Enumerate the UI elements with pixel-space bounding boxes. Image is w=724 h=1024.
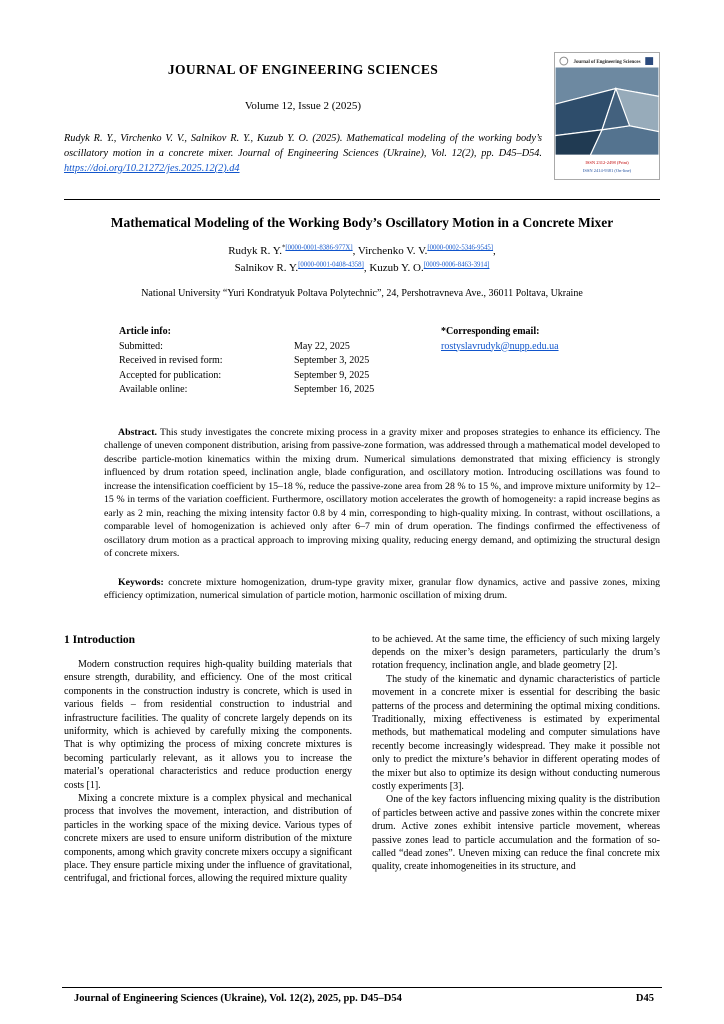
corresponding-star: * — [282, 244, 286, 252]
keywords-text: concrete mixture homogenization, drum-type gravity mixer, granular flow dynamics, active and passive zones, mixing efficiency optimization, numerical simulation of particle motion, harmonic oscillation of mixing drum. — [104, 576, 660, 602]
abstract-text: This study investigates the concrete mixing process in a gravity mixer and proposes strategies to enhance its efficiency. The challenge of uneven component distribution, arising from passive-zone formation, was addressed through a mathematical model developed to describe particle-motion kinematics within the mixing drum. Numerical simulations demonstrated that mixing efficiency is strongly influenced by drum rotation speed, inclination angle, blade configuration, and oscillatory motion. Introducing oscillations was found to increase the intensification coefficient by 15–18 %, reduce the passive-zone area from 28 % to 15 %, and improve mixture uniformity by 12–15 % in terms of the variation coefficient. Furthermore, oscillatory motion accelerates the growth of homogeneity: a rapid increase begins as early as 2 min, reaching the mixing intensity factor 0.8 by 4 min, corresponding to high-quality mixing. In contrast, without oscillations, a comparable level of homogenization is achieved only after 6–7 min of drum operation. The findings confirmed the effectiveness of oscillatory drum motion as a practical approach to improving mixing quality, reducing energy demand, and optimizing the structural design of concrete mixers. — [104, 426, 660, 560]
info-row: Accepted for publication: September 9, 2025 — [119, 369, 370, 381]
corresponding-block — [441, 325, 559, 398]
footer-divider — [62, 987, 662, 988]
journal-issue: Volume 12, Issue 2 (2025) — [244, 100, 362, 112]
cover-title: Journal of Engineering Sciences — [573, 60, 641, 66]
corresponding-email-link[interactable]: rostyslavrudyk@nupp.edu.ua — [441, 340, 559, 352]
journal-cover-image — [554, 52, 660, 180]
orcid-link[interactable]: [0000-0001-8386-977X] — [285, 244, 353, 252]
paragraph: Modern construction requires high-quality building materials that ensure strength, durability, and efficiency. One of the most critical components in the construction industry is concrete, which is used in various fields – from residential construction to industrial and infrastructure facilities. The quality of concrete largely depends on its uniformity, which is achieved by carefully mixing the components. That is why optimizing the process of mixing concrete mixtures is becoming particularly relevant, as it allows you to increase the material’s operational characteristics and reduce production energy costs [1]. — [64, 659, 352, 791]
footer-citation: Journal of Engineering Sciences (Ukraine), Vol. 12(2), 2025, pp. D45–D54 — [74, 993, 402, 1004]
article-info-heading: Article info: — [119, 326, 171, 337]
page-footer — [62, 987, 662, 1004]
left-column — [64, 633, 352, 886]
issn-online: ISSN 2414-9381 (On-line) — [582, 167, 632, 173]
doi-link[interactable]: https://doi.org/10.21272/jes.2025.12(2).d4 — [64, 162, 240, 174]
orcid-link[interactable]: [0000-0002-5346-9545] — [427, 244, 494, 252]
citation-text: Rudyk R. Y., Virchenko V. V., Salnikov R. Y., Kuzub Y. O. (2025). Mathematical modeling of the working body’s oscillatory motion in a concrete mixer. Journal of Engineering Sciences (Ukraine), Vol. 12(2), pp. D45–D54. — [64, 133, 542, 159]
info-row: Available online: September 16, 2025 — [119, 384, 375, 395]
author: Kuzub Y. O.[0009-0006-8463-3914] — [369, 261, 490, 275]
keywords-label: Keywords: — [118, 576, 164, 588]
author: Virchenko V. V.[0000-0002-5346-9545], — [357, 244, 496, 257]
university-logo-icon — [645, 57, 653, 65]
paragraph: The study of the kinematic and dynamic characteristics of particle movement in a concrete mixer is essential for describing the basic patterns of the process and determining the optimal mixing conditions. Traditionally, mixing effectiveness is estimated by experimental methods, but mathematical modeling and computer simulations have recently become increasingly widespread. They make it possible not only to predict the mixture’s behavior in different operating modes of the mixer but also to optimize its design without conducting numerous costly experiments [3]. — [372, 673, 660, 792]
article-info-dates — [119, 325, 429, 398]
author: Rudyk R. Y.$^{*[0000-0001-8386-977X]}$, — [228, 244, 358, 257]
masthead-text — [64, 52, 542, 187]
right-column — [372, 633, 660, 886]
body-columns — [64, 633, 660, 886]
info-row: Received in revised form: September 3, 2025 — [119, 355, 370, 366]
orcid-link[interactable]: [0000-0001-0408-4358] — [298, 261, 364, 269]
paragraph: One of the key factors influencing mixing quality is the distribution of particles between active and passive zones within the concrete mixer drum. Active zones exhibit intensive particle movement, whereas passive zones lead to particle accumulation and the formation of so-called “dead zones”. Uneven mixing can reduce the final concrete mix quality, create inhomogeneities in its structure, and — [372, 794, 660, 873]
abstract-label: Abstract. — [118, 426, 157, 438]
cover-photo-collage — [555, 67, 659, 155]
header-divider — [64, 199, 660, 200]
issn-print: ISSN 2312-2498 (Print) — [585, 160, 629, 166]
author: Salnikov R. Y.[0000-0001-0408-4358], — [234, 261, 370, 275]
section-heading-introduction: 1 Introduction — [64, 633, 136, 646]
masthead — [64, 52, 660, 187]
affiliation: National University “Yuri Kondratyuk Poltava Polytechnic”, 24, Pershotravneva Ave., 36011 Poltava, Ukraine — [141, 288, 583, 299]
info-row: Submitted: May 22, 2025 — [119, 340, 350, 352]
journal-title: JOURNAL OF ENGINEERING SCIENCES — [167, 62, 439, 77]
article-info-block — [64, 325, 660, 398]
abstract — [104, 426, 660, 561]
authors-line-2 — [64, 260, 660, 278]
cover-graphic — [555, 53, 659, 179]
article-title: Mathematical Modeling of the Working Body’s Oscillatory Motion in a Concrete Mixer — [110, 215, 614, 231]
paragraph: to be achieved. At the same time, the efficiency of such mixing largely depends on the mixer’s design parameters, particularly the drum’s rotation frequency, inclination angle, and blade geometry [2]. — [372, 633, 660, 672]
citation — [64, 132, 542, 177]
page-number: D45 — [635, 993, 654, 1004]
orcid-link[interactable]: [0009-0006-8463-3914] — [423, 261, 490, 269]
paragraph: Mixing a concrete mixture is a complex physical and mechanical process that involves the movement, interaction, and distribution of particles in the working space of the mixing device. Various types of concrete mixers are used to ensure uniform distribution of the mixture components, among which gravity concrete mixers occupy a significant place. They ensure particle mixing under the influence of gravitational, centrifugal, and frictional forces, allowing the required mixture quality — [64, 793, 352, 885]
keywords — [104, 576, 660, 603]
corresponding-label: *Corresponding email: — [441, 326, 540, 337]
authors-line-1 — [64, 243, 660, 261]
authors-block — [64, 243, 660, 278]
